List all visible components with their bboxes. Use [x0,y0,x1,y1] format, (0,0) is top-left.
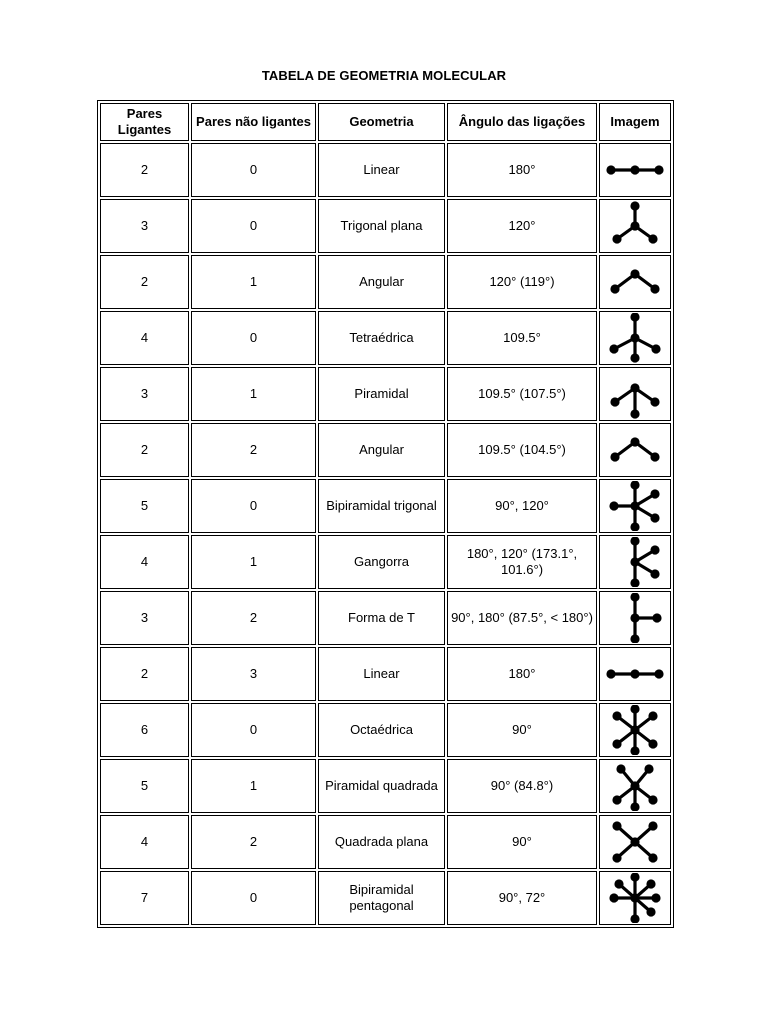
cell-geometria: Linear [318,647,445,701]
cell-pares-ligantes: 6 [100,703,189,757]
cell-angulo: 180° [447,647,597,701]
cell-imagem [599,703,671,757]
cell-pares-ligantes: 4 [100,535,189,589]
table-row [100,143,671,197]
cell-pares-ligantes: 5 [100,759,189,813]
square-planar-molecule-icon [603,817,667,867]
table-row [100,647,671,701]
cell-pares-ligantes: 4 [100,815,189,869]
tetrahedral-molecule-icon [603,313,667,363]
cell-angulo: 90°, 180° (87.5°, < 180°) [447,591,597,645]
cell-pares-ligantes: 4 [100,311,189,365]
pentagonal-bipyramidal-molecule-icon [603,873,667,923]
cell-imagem [599,199,671,253]
cell-pares-nao-ligantes: 0 [191,311,316,365]
cell-pares-ligantes: 3 [100,591,189,645]
cell-angulo: 90°, 120° [447,479,597,533]
cell-imagem [599,479,671,533]
cell-pares-nao-ligantes: 1 [191,367,316,421]
table-row [100,199,671,253]
cell-pares-nao-ligantes: 1 [191,535,316,589]
trigonal-planar-molecule-icon [603,201,667,251]
molecular-geometry-table [97,100,674,928]
table-row [100,311,671,365]
cell-geometria: Bipiramidal trigonal [318,479,445,533]
table-row [100,759,671,813]
cell-angulo: 90° [447,703,597,757]
cell-imagem [599,143,671,197]
cell-imagem [599,255,671,309]
trigonal-bipyramidal-molecule-icon [603,481,667,531]
cell-pares-ligantes: 2 [100,647,189,701]
header-imagem: Imagem [599,103,671,141]
cell-pares-nao-ligantes: 2 [191,591,316,645]
table-row [100,871,671,925]
cell-pares-ligantes: 2 [100,255,189,309]
cell-pares-ligantes: 3 [100,199,189,253]
cell-pares-nao-ligantes: 2 [191,423,316,477]
linear-molecule-icon [603,145,667,195]
cell-pares-nao-ligantes: 1 [191,759,316,813]
cell-geometria: Angular [318,255,445,309]
cell-imagem [599,423,671,477]
cell-geometria: Gangorra [318,535,445,589]
table-row [100,479,671,533]
table-row [100,535,671,589]
cell-imagem [599,815,671,869]
cell-angulo: 180°, 120° (173.1°, 101.6°) [447,535,597,589]
cell-angulo: 109.5° [447,311,597,365]
cell-pares-nao-ligantes: 1 [191,255,316,309]
cell-geometria: Tetraédrica [318,311,445,365]
cell-geometria: Quadrada plana [318,815,445,869]
cell-angulo: 120° [447,199,597,253]
cell-pares-ligantes: 5 [100,479,189,533]
page-title: TABELA DE GEOMETRIA MOLECULAR [261,68,507,83]
cell-angulo: 120° (119°) [447,255,597,309]
table-row [100,255,671,309]
cell-geometria: Piramidal quadrada [318,759,445,813]
table-row [100,423,671,477]
linear-molecule-icon [603,649,667,699]
cell-pares-ligantes: 3 [100,367,189,421]
cell-pares-nao-ligantes: 0 [191,479,316,533]
table-row [100,367,671,421]
cell-angulo: 180° [447,143,597,197]
cell-pares-ligantes: 7 [100,871,189,925]
cell-pares-ligantes: 2 [100,143,189,197]
cell-pares-nao-ligantes: 2 [191,815,316,869]
cell-pares-nao-ligantes: 0 [191,199,316,253]
cell-geometria: Bipiramidal pentagonal [318,871,445,925]
cell-pares-nao-ligantes: 0 [191,871,316,925]
cell-imagem [599,311,671,365]
header-geometria: Geometria [318,103,445,141]
bent-molecule-icon [603,257,667,307]
cell-angulo: 90°, 72° [447,871,597,925]
cell-imagem [599,647,671,701]
cell-imagem [599,367,671,421]
cell-geometria: Angular [318,423,445,477]
octahedral-molecule-icon [603,705,667,755]
cell-pares-nao-ligantes: 0 [191,143,316,197]
cell-geometria: Linear [318,143,445,197]
cell-angulo: 109.5° (107.5°) [447,367,597,421]
cell-angulo: 90° [447,815,597,869]
cell-imagem [599,591,671,645]
t-shaped-molecule-icon [603,593,667,643]
table-header-row [100,103,671,141]
table-row [100,703,671,757]
cell-geometria: Piramidal [318,367,445,421]
cell-pares-nao-ligantes: 0 [191,703,316,757]
cell-geometria: Forma de T [318,591,445,645]
header-angulo: Ângulo das ligações [447,103,597,141]
square-pyramidal-molecule-icon [603,761,667,811]
table-row [100,815,671,869]
pyramidal-molecule-icon [603,369,667,419]
cell-imagem [599,871,671,925]
cell-geometria: Octaédrica [318,703,445,757]
header-pares-nao-ligantes: Pares não ligantes [191,103,316,141]
cell-imagem [599,535,671,589]
bent-molecule-icon [603,425,667,475]
cell-angulo: 90° (84.8°) [447,759,597,813]
cell-geometria: Trigonal plana [318,199,445,253]
cell-imagem [599,759,671,813]
table-row [100,591,671,645]
cell-angulo: 109.5° (104.5°) [447,423,597,477]
cell-pares-ligantes: 2 [100,423,189,477]
seesaw-molecule-icon [603,537,667,587]
cell-pares-nao-ligantes: 3 [191,647,316,701]
header-pares-ligantes: Pares Ligantes [100,103,189,141]
